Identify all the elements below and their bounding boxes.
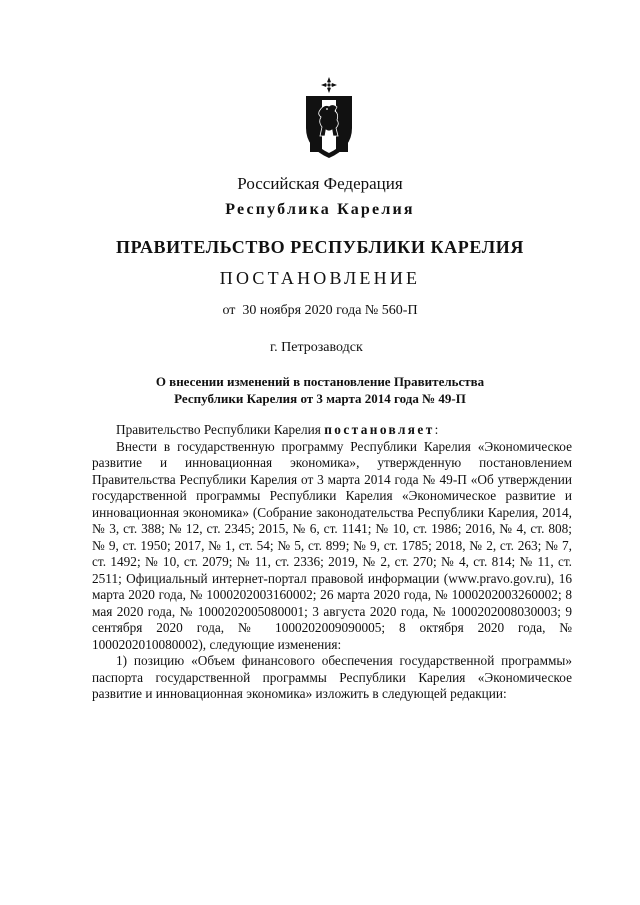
city-label: г. Петрозаводск [270,340,363,355]
republic-label: Республика Карелия [225,201,415,218]
intro-prefix: Правительство Республики Карелия [116,422,325,437]
document-title [0,373,640,407]
title-line-2: Республики Карелия от 3 марта 2014 года № 49-П [174,391,466,406]
intro-suffix: : [434,422,439,437]
body-paragraph-2: 1) позицию «Объем финансового обеспечения государственной программы» паспорта государственной программы Республики Карелия «Экономическое развитие и инновационная экономика» изложить в следующей редакции: [92,653,572,701]
intro-paragraph [92,422,572,439]
body-paragraph-1: Внести в государственную программу Республики Карелия «Экономическое развитие и инновационная экономика», утвержденную постановлением Правительства Республики Карелия от 3 марта 2014 года № 49-П «Об утверждении государственной программы Республики Карелия «Экономическое развитие и инновационная экономика» (Собрание законодательства Республики Карелия, 2014, № 3, ст. 388; № 12, ст. 2345; 2015, № 6, ст. 1141; № 10, ст. 1986; 2016, № 4, ст. 808; № 9, ст. 1950; 2017, № 1, ст. 54; № 5, ст. 899; № 9, ст. 1785; 2018, № 2, ст. 263; № 7, ст. 1492; № 10, ст. 2079; № 11, ст. 2336; 2019, № 2, ст. 270; № 4, ст. 814; № 11, ст. 2511; Официальный интернет-портал правовой информации (www.pravo.gov.ru), 16 марта 2020 года, № 1000202003160002; 26 марта 2020 года, № 1000202003260002; 8 мая 2020 года, № 1000202005080001; 3 августа 2020 года, № 1000202008030003; 9 сентября 2020 года, № 1000202009090005; 8 октября 2020 года, № 1000202010080002), следующие изменения: [92,438,572,652]
decree-type: ПОСТАНОВЛЕНИЕ [219,268,421,288]
government-title: ПРАВИТЕЛЬСТВО РЕСПУБЛИКИ КАРЕЛИЯ [116,237,524,257]
karelia-coat-of-arms-icon [302,76,356,160]
title-line-1: О внесении изменений в постановление Правительства [155,374,485,389]
federation-label: Российская Федерация [237,174,403,193]
decree-date: от 30 ноября 2020 года № 560-П [222,303,418,318]
document-body [92,422,572,703]
intro-verb: постановляет [324,422,435,437]
